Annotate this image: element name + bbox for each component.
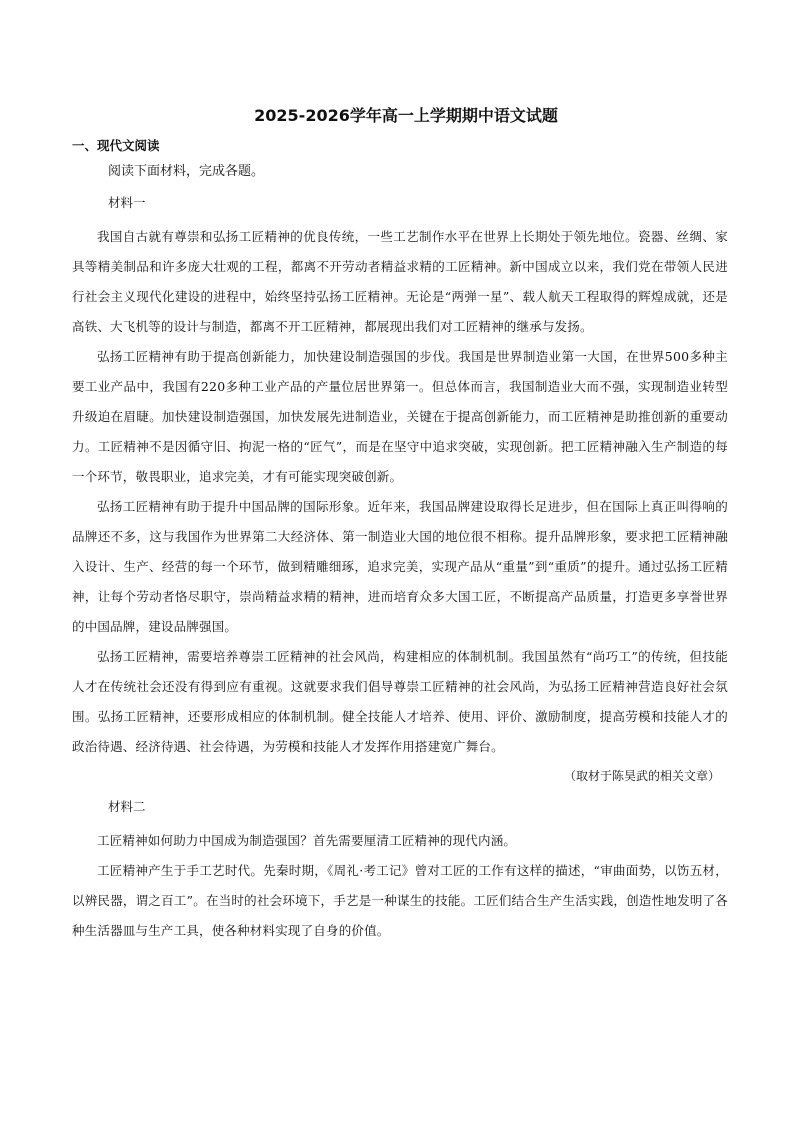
- material-one-paragraph: 弘扬工匠精神有助于提升中国品牌的国际形象。近年来，我国品牌建设取得长足进步，但在国际上真正叫得响的品牌还不多，这与我国作为世界第二大经济体、第一制造业大国的地位很不相称。提升品牌形象，要求把工匠精神融入设计、生产、经营的每一个环节，做到精雕细琢，追求完美，实现产品从“重量”到“重质”的提升。通过弘扬工匠精神，让每个劳动者恪尽职守，崇尚精益求精的精神，进而培育众多大国工匠，不断提高产品质量，打造更多享誉世界的中国品牌，建设品牌强国。: [72, 499, 728, 634]
- reading-instruction: 阅读下面材料，完成各题。: [108, 164, 265, 179]
- material-one-paragraph: 弘扬工匠精神，需要培养尊崇工匠精神的社会风尚，构建相应的体制机制。我国虽然有“尚巧工”的传统，但技能人才在传统社会还没有得到应有重视。这就要求我们倡导尊崇工匠精神的社会风尚，为弘扬工匠精神营造良好社会氛围。弘扬工匠精神，还要形成相应的体制机制。健全技能人才培养、使用、评价、激励制度，提高劳模和技能人才的政治待遇、经济待遇、社会待遇，为劳模和技能人才发挥作用搭建宽广舞台。: [72, 649, 728, 754]
- section-heading: 一、现代文阅读: [72, 138, 160, 153]
- material-one-paragraph: 弘扬工匠精神有助于提高创新能力，加快建设制造强国的步伐。我国是世界制造业第一大国，在世界500多种主要工业产品中，我国有220多种工业产品的产量位居世界第一。但总体而言，我国制造业大而不强，实现制造业转型升级迫在眉睫。加快建设制造强国，加快发展先进制造业，关键在于提高创新能力，而工匠精神是助推创新的重要动力。工匠精神不是因循守旧、拘泥一格的“匠气”，而是在坚守中追求突破，实现创新。把工匠精神融入生产制造的每一个环节，敬畏职业，追求完美，才有可能实现突破创新。: [72, 349, 728, 484]
- material-one-label: 材料一: [108, 195, 146, 210]
- material-one-paragraph: 我国自古就有尊崇和弘扬工匠精神的优良传统，一些工艺制作水平在世界上长期处于领先地位。瓷器、丝绸、家具等精美制品和许多庞大壮观的工程，都离不开劳动者精益求精的工匠精神。新中国成立以来，我们党在带领人民进行社会主义现代化建设的进程中，始终坚持弘扬工匠精神。无论是“两弹一星”、载人航天工程取得的辉煌成就，还是高铁、大飞机等的设计与制造，都离不开工匠精神，都展现出我们对工匠精神的继承与发扬。: [72, 229, 728, 334]
- page-title: 2025-2026学年高一上学期期中语文试题: [254, 106, 558, 125]
- material-two-paragraph: 工匠精神如何助力中国成为制造强国？首先需要厘清工匠精神的现代内涵。: [97, 833, 517, 848]
- material-two-label: 材料二: [108, 799, 146, 814]
- material-one-source: （取材于陈昊武的相关文章）: [563, 769, 720, 783]
- material-two-paragraph: 工匠精神产生于手工艺时代。先秦时期，《周礼·考工记》曾对工匠的工作有这样的描述，“审曲面势，以饬五材，以辨民器，谓之百工”。在当时的社会环境下，手艺是一种谋生的技能。工匠们结合生产生活实践，创造性地发明了各种生活器皿与生产工具，使各种材料实现了自身的价值。: [72, 863, 728, 938]
